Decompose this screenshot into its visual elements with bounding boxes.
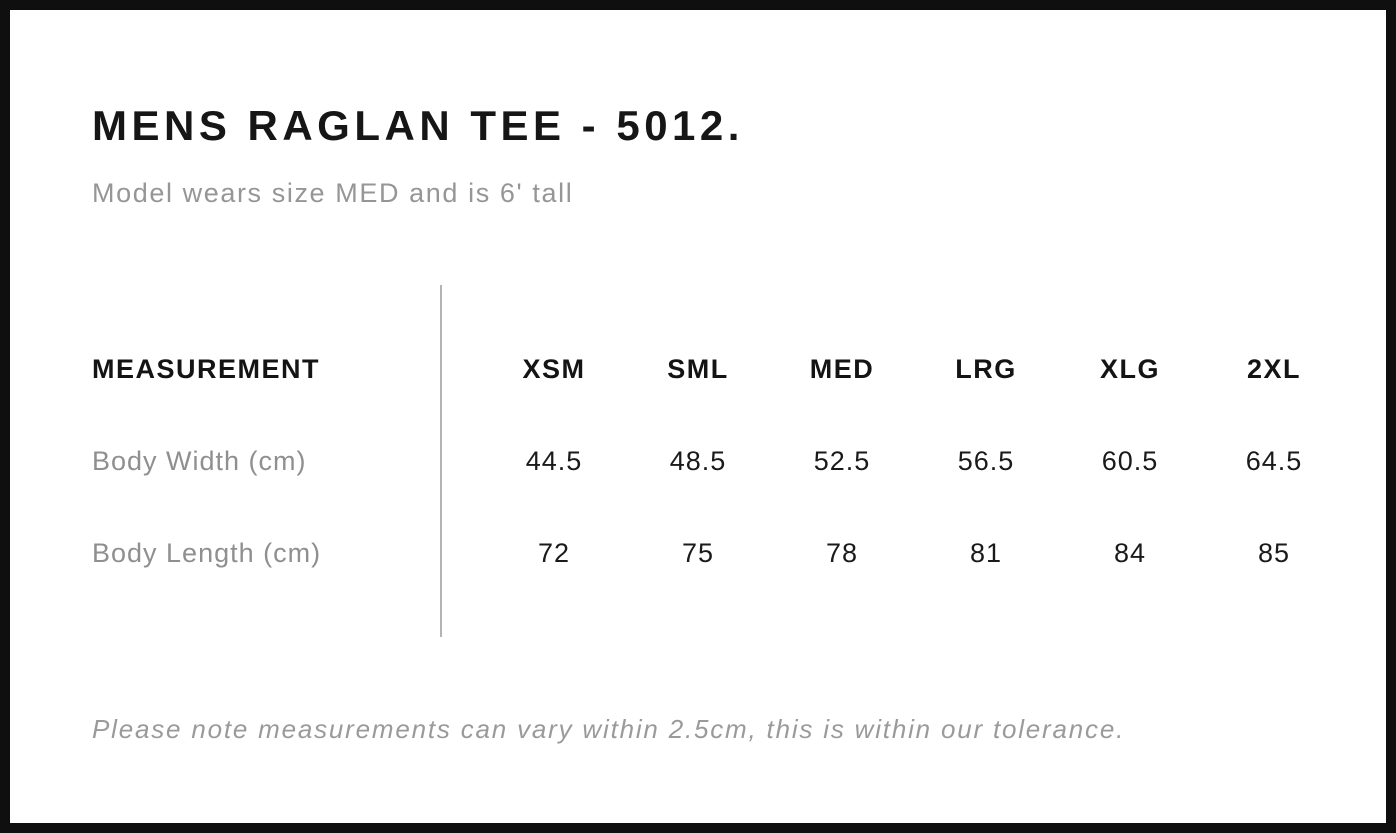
body-width-sml: 48.5	[669, 446, 727, 476]
body-length-xsm: 72	[537, 538, 571, 568]
table-row-body-length	[92, 507, 1346, 599]
size-header-2xl: 2XL	[1246, 354, 1302, 384]
table-header-row	[92, 323, 1346, 415]
measurement-column-header: MEASUREMENT	[92, 354, 321, 384]
size-table	[92, 285, 1346, 599]
body-length-lrg: 81	[969, 538, 1003, 568]
row-label-body-width: Body Width (cm)	[92, 446, 307, 476]
size-header-xlg: XLG	[1099, 354, 1160, 384]
tolerance-note: Please note measurements can vary within 2.5cm, this is within our tolerance.	[92, 714, 1126, 744]
size-header-xsm: XSM	[522, 354, 586, 384]
body-length-2xl: 85	[1257, 538, 1291, 568]
model-size-info: Model wears size MED and is 6' tall	[92, 178, 574, 208]
table-row-body-width	[92, 415, 1346, 507]
body-width-xlg: 60.5	[1101, 446, 1159, 476]
body-length-sml: 75	[681, 538, 715, 568]
table-column-divider	[440, 285, 442, 637]
body-width-2xl: 64.5	[1245, 446, 1303, 476]
size-header-med: MED	[809, 354, 875, 384]
body-length-med: 78	[825, 538, 859, 568]
size-header-sml: SML	[667, 354, 729, 384]
body-width-xsm: 44.5	[525, 446, 583, 476]
page-title: MENS RAGLAN TEE - 5012.	[92, 102, 744, 149]
body-width-med: 52.5	[813, 446, 871, 476]
row-label-body-length: Body Length (cm)	[92, 538, 322, 568]
body-width-lrg: 56.5	[957, 446, 1015, 476]
size-header-lrg: LRG	[955, 354, 1017, 384]
body-length-xlg: 84	[1113, 538, 1147, 568]
